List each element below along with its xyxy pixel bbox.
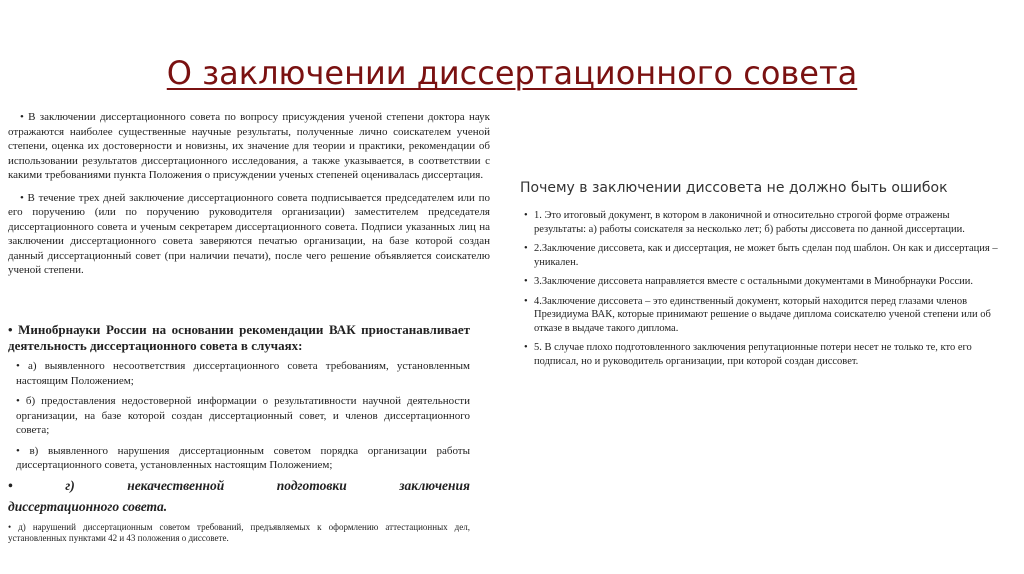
reason-text: 2.Заключение диссовета, как и диссертация, не может быть сделан под шаблон. Он как и диссертация – уникален.	[534, 243, 998, 268]
reason-item-4	[512, 295, 1002, 336]
suspension-item-b: • б) предоставления недостоверной информации о результативности научной деятельности организации, на базе которой создан диссертационный совет, и членов диссертационного совета;	[16, 395, 470, 436]
conclusion-content-block	[8, 110, 490, 278]
bullet-icon: •	[524, 342, 528, 353]
paragraph-content-of-conclusion: • В заключении диссертационного совета по вопросу присуждения ученой степени доктора наук отражаются наиболее существенные научные результаты, полученные лично соискателем ученой степени, оценка их достоверности и новизны, их значение для теории и практики, рекомендации об использовании результатов диссертационного исследования, а также указывается, в соответствии с какими требованиями пункта Положения о присуждении ученых степеней оценивалась диссертация.	[8, 111, 490, 181]
bullet-icon: •	[524, 295, 528, 307]
reason-item-1	[512, 209, 1002, 236]
suspension-item-a: • а) выявленного несоответствия диссертационного совета требованиям, установленным настоящим Положением;	[16, 360, 470, 387]
suspension-heading: • Минобрнауки России на основании рекомендации ВАК приостанавливает деятельность диссертационного совета в случаях:	[8, 322, 470, 353]
why-no-errors-title: Почему в заключении диссовета не должно быть ошибок	[520, 180, 948, 196]
reason-item-2	[512, 242, 1002, 269]
reason-text: 5. В случае плохо подготовленного заключения репутационные потери несет не только те, кто его подписал, но и руководитель организации, при которой создан диссовет.	[534, 342, 972, 367]
council-suspension-block	[8, 322, 470, 545]
suspension-item-c: • в) выявленного нарушения диссертационным советом порядка организации работы диссертационного совета, установленных настоящим Положением;	[16, 444, 470, 471]
reason-text: 4.Заключение диссовета – это единственный документ, который находится перед глазами членов Президиума ВАК, которые принимают решение о выдаче диплома соискателю ученой степени или об отказе в выдаче такого диплома.	[534, 295, 991, 334]
bullet-icon: •	[524, 210, 528, 221]
reason-item-5	[512, 341, 1002, 368]
reason-item-3	[512, 275, 1002, 289]
bullet-icon: •	[524, 276, 528, 287]
suspension-item-g-line1: • г) некачественной подготовки заключения	[8, 477, 470, 493]
why-no-errors-block	[512, 180, 1002, 368]
suspension-item-g-line2: диссертационного совета.	[8, 499, 168, 514]
bullet-icon: •	[524, 243, 528, 254]
reason-text: 1. Это итоговый документ, в котором в лаконичной и относительно строгой форме отражены результаты: а) работы соискателя за несколько лет; б) работы диссовета по данной диссертации.	[534, 210, 965, 235]
reason-text: 3.Заключение диссовета направляется вместе с остальными документами в Минобрнауки России.	[534, 276, 974, 287]
page-title: О заключении диссертационного совета	[166, 54, 858, 92]
suspension-item-d: • д) нарушений диссертационным советом требований, предъявляемых к оформлению аттестационных дел, установленных пунктами 42 и 43 положения о диссовете.	[8, 521, 470, 543]
paragraph-signing-procedure: • В течение трех дней заключение диссертационного совета подписывается председателем или по его поручению (или по поручению руководителя организации) заместителем председателя диссертационного совета и ученым секретарем диссертационного совета. Подписи указанных лиц на заключении диссертационного совета заверяются печатью организации, на базе которой создан данный диссертационный совет (при наличии печати), после чего решение объявляется соискателю ученой степени.	[8, 191, 490, 276]
